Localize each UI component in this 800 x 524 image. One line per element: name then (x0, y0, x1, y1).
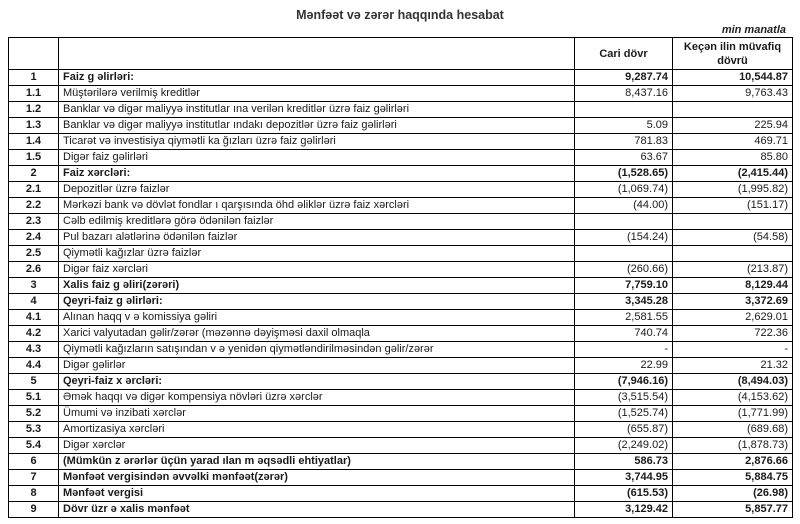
row-number: 4.3 (9, 342, 59, 358)
value-cari: (2,249.02) (575, 438, 673, 454)
value-kecen (673, 102, 793, 118)
header-desc (59, 38, 575, 70)
value-cari (575, 102, 673, 118)
value-cari: (1,069.74) (575, 182, 673, 198)
value-kecen: 5,857.77 (673, 502, 793, 518)
value-kecen: (1,771.99) (673, 406, 793, 422)
row-number: 2.6 (9, 262, 59, 278)
table-row (9, 230, 793, 246)
table-row (9, 70, 793, 86)
value-kecen: (54.58) (673, 230, 793, 246)
value-cari: (44.00) (575, 198, 673, 214)
row-number: 1.2 (9, 102, 59, 118)
value-kecen: 722.36 (673, 326, 793, 342)
table-row (9, 118, 793, 134)
table-body (9, 70, 793, 518)
row-desc: Digər gəlirlər (59, 358, 575, 374)
value-cari: - (575, 342, 673, 358)
row-number: 4.4 (9, 358, 59, 374)
value-cari: (655.87) (575, 422, 673, 438)
value-kecen: 21.32 (673, 358, 793, 374)
table-row (9, 214, 793, 230)
value-cari: 3,129.42 (575, 502, 673, 518)
row-desc: Xarici valyutadan gəlir/zərər (məzənnə dəyişməsi daxil olmaqla (59, 326, 575, 342)
table-row (9, 502, 793, 518)
row-number: 5.1 (9, 390, 59, 406)
row-number: 2.5 (9, 246, 59, 262)
row-number: 2.3 (9, 214, 59, 230)
row-desc: Digər xərclər (59, 438, 575, 454)
row-desc: Banklar və digər maliyyə institutlar ına verilən kreditlər üzrə faiz gəlirləri (59, 102, 575, 118)
row-desc: Digər faiz gəlirləri (59, 150, 575, 166)
table-row (9, 182, 793, 198)
row-desc: Xalis faiz g əliri(zərəri) (59, 278, 575, 294)
table-row (9, 262, 793, 278)
row-number: 2 (9, 166, 59, 182)
unit-note: min manatla (721, 24, 786, 36)
value-cari: 586.73 (575, 454, 673, 470)
value-kecen: 225.94 (673, 118, 793, 134)
row-desc: Qiymətli kağızlar üzrə faizlər (59, 246, 575, 262)
value-cari: (154.24) (575, 230, 673, 246)
value-cari: 9,287.74 (575, 70, 673, 86)
row-number: 1.1 (9, 86, 59, 102)
row-number: 6 (9, 454, 59, 470)
row-desc: Depozitlər üzrə faizlər (59, 182, 575, 198)
table-row (9, 390, 793, 406)
value-kecen: (213.87) (673, 262, 793, 278)
row-desc: Ticarət və investisiya qiymətli ka ğızları üzrə faiz gəlirləri (59, 134, 575, 150)
value-cari: 781.83 (575, 134, 673, 150)
row-number: 2.4 (9, 230, 59, 246)
value-kecen: (1,995.82) (673, 182, 793, 198)
value-kecen: 85.80 (673, 150, 793, 166)
row-desc: Qeyri-faiz x ərcləri: (59, 374, 575, 390)
row-desc: Amortizasiya xərcləri (59, 422, 575, 438)
value-kecen: 8,129.44 (673, 278, 793, 294)
row-number: 8 (9, 486, 59, 502)
row-desc: Pul bazarı alətlərinə ödənilən faizlər (59, 230, 575, 246)
value-cari (575, 214, 673, 230)
row-desc: Müştərilərə verilmiş kreditlər (59, 86, 575, 102)
page-title: Mənfəət və zərər haqqında hesabat (296, 8, 504, 22)
row-desc: Cəlb edilmiş kreditlərə görə ödənilən faizlər (59, 214, 575, 230)
row-number: 1.3 (9, 118, 59, 134)
table-row (9, 278, 793, 294)
row-desc: Dövr üzr ə xalis mənfəət (59, 502, 575, 518)
value-cari: 740.74 (575, 326, 673, 342)
row-desc: Alınan haqq v ə komissiya gəliri (59, 310, 575, 326)
table-row (9, 454, 793, 470)
table-row (9, 326, 793, 342)
value-kecen: 5,884.75 (673, 470, 793, 486)
row-desc: Mənfəət vergisindən əvvəlki mənfəət(zərər) (59, 470, 575, 486)
row-number: 1 (9, 70, 59, 86)
row-number: 4.2 (9, 326, 59, 342)
table-row (9, 294, 793, 310)
value-cari: (260.66) (575, 262, 673, 278)
table-row (9, 150, 793, 166)
table-header (9, 38, 793, 70)
value-kecen: 3,372.69 (673, 294, 793, 310)
table-row (9, 358, 793, 374)
row-desc: Banklar və digər maliyyə institutlar ındakı depozitlər üzrə faiz gəlirləri (59, 118, 575, 134)
value-cari (575, 246, 673, 262)
row-desc: (Mümkün z ərərlər üçün yarad ılan m əqsədli ehtiyatlar) (59, 454, 575, 470)
table-row (9, 438, 793, 454)
row-desc: Mərkəzi bank və dövlət fondlar ı qarşısında öhd əliklər üzrə faiz xərcləri (59, 198, 575, 214)
row-number: 3 (9, 278, 59, 294)
table-row (9, 374, 793, 390)
value-kecen: (1,878.73) (673, 438, 793, 454)
row-desc: Mənfəət vergisi (59, 486, 575, 502)
value-cari: 63.67 (575, 150, 673, 166)
row-desc: Faiz g əlirləri: (59, 70, 575, 86)
row-number: 5.3 (9, 422, 59, 438)
value-cari: 5.09 (575, 118, 673, 134)
header-num (9, 38, 59, 70)
row-number: 5.4 (9, 438, 59, 454)
value-cari: 8,437.16 (575, 86, 673, 102)
row-desc: Qiymətli kağızların satışından v ə yenidən qiymətləndirilməsindən gəlir/zərər (59, 342, 575, 358)
table-row (9, 166, 793, 182)
value-cari: 3,744.95 (575, 470, 673, 486)
table-row (9, 134, 793, 150)
value-cari: (3,515.54) (575, 390, 673, 406)
row-number: 5 (9, 374, 59, 390)
row-number: 7 (9, 470, 59, 486)
row-desc: Qeyri-faiz g əlirləri: (59, 294, 575, 310)
value-cari: 22.99 (575, 358, 673, 374)
table-row (9, 422, 793, 438)
value-kecen: 10,544.87 (673, 70, 793, 86)
header-kecen-il: Keçən ilin müvafiq dövrü (673, 38, 793, 70)
value-kecen: (26.98) (673, 486, 793, 502)
value-cari: (7,946.16) (575, 374, 673, 390)
row-number: 1.5 (9, 150, 59, 166)
table-row (9, 310, 793, 326)
value-cari: (1,528.65) (575, 166, 673, 182)
value-kecen: (151.17) (673, 198, 793, 214)
table-row (9, 470, 793, 486)
value-cari: 3,345.28 (575, 294, 673, 310)
value-kecen: 469.71 (673, 134, 793, 150)
value-cari: (1,525.74) (575, 406, 673, 422)
value-kecen: (2,415.44) (673, 166, 793, 182)
value-kecen: (689.68) (673, 422, 793, 438)
row-desc: Əmək haqqı və digər kompensiya növləri üzrə xərclər (59, 390, 575, 406)
table-row (9, 198, 793, 214)
header-cari-dovr: Cari dövr (575, 38, 673, 70)
value-kecen (673, 214, 793, 230)
value-cari: 7,759.10 (575, 278, 673, 294)
row-number: 2.2 (9, 198, 59, 214)
row-number: 1.4 (9, 134, 59, 150)
row-desc: Ümumi və inzibati xərclər (59, 406, 575, 422)
value-cari: (615.53) (575, 486, 673, 502)
value-kecen: (8,494.03) (673, 374, 793, 390)
value-kecen: 9,763.43 (673, 86, 793, 102)
table-row (9, 102, 793, 118)
table-row (9, 406, 793, 422)
row-number: 4 (9, 294, 59, 310)
value-kecen: (4,153.62) (673, 390, 793, 406)
value-kecen: 2,629.01 (673, 310, 793, 326)
value-kecen (673, 246, 793, 262)
value-kecen: 2,876.66 (673, 454, 793, 470)
row-number: 4.1 (9, 310, 59, 326)
row-number: 2.1 (9, 182, 59, 198)
row-number: 9 (9, 502, 59, 518)
table-row (9, 342, 793, 358)
value-kecen: - (673, 342, 793, 358)
table-row (9, 246, 793, 262)
value-cari: 2,581.55 (575, 310, 673, 326)
table-row (9, 86, 793, 102)
table-row (9, 486, 793, 502)
row-desc: Faiz xərcləri: (59, 166, 575, 182)
profit-loss-table (8, 37, 793, 518)
row-desc: Digər faiz xərcləri (59, 262, 575, 278)
row-number: 5.2 (9, 406, 59, 422)
